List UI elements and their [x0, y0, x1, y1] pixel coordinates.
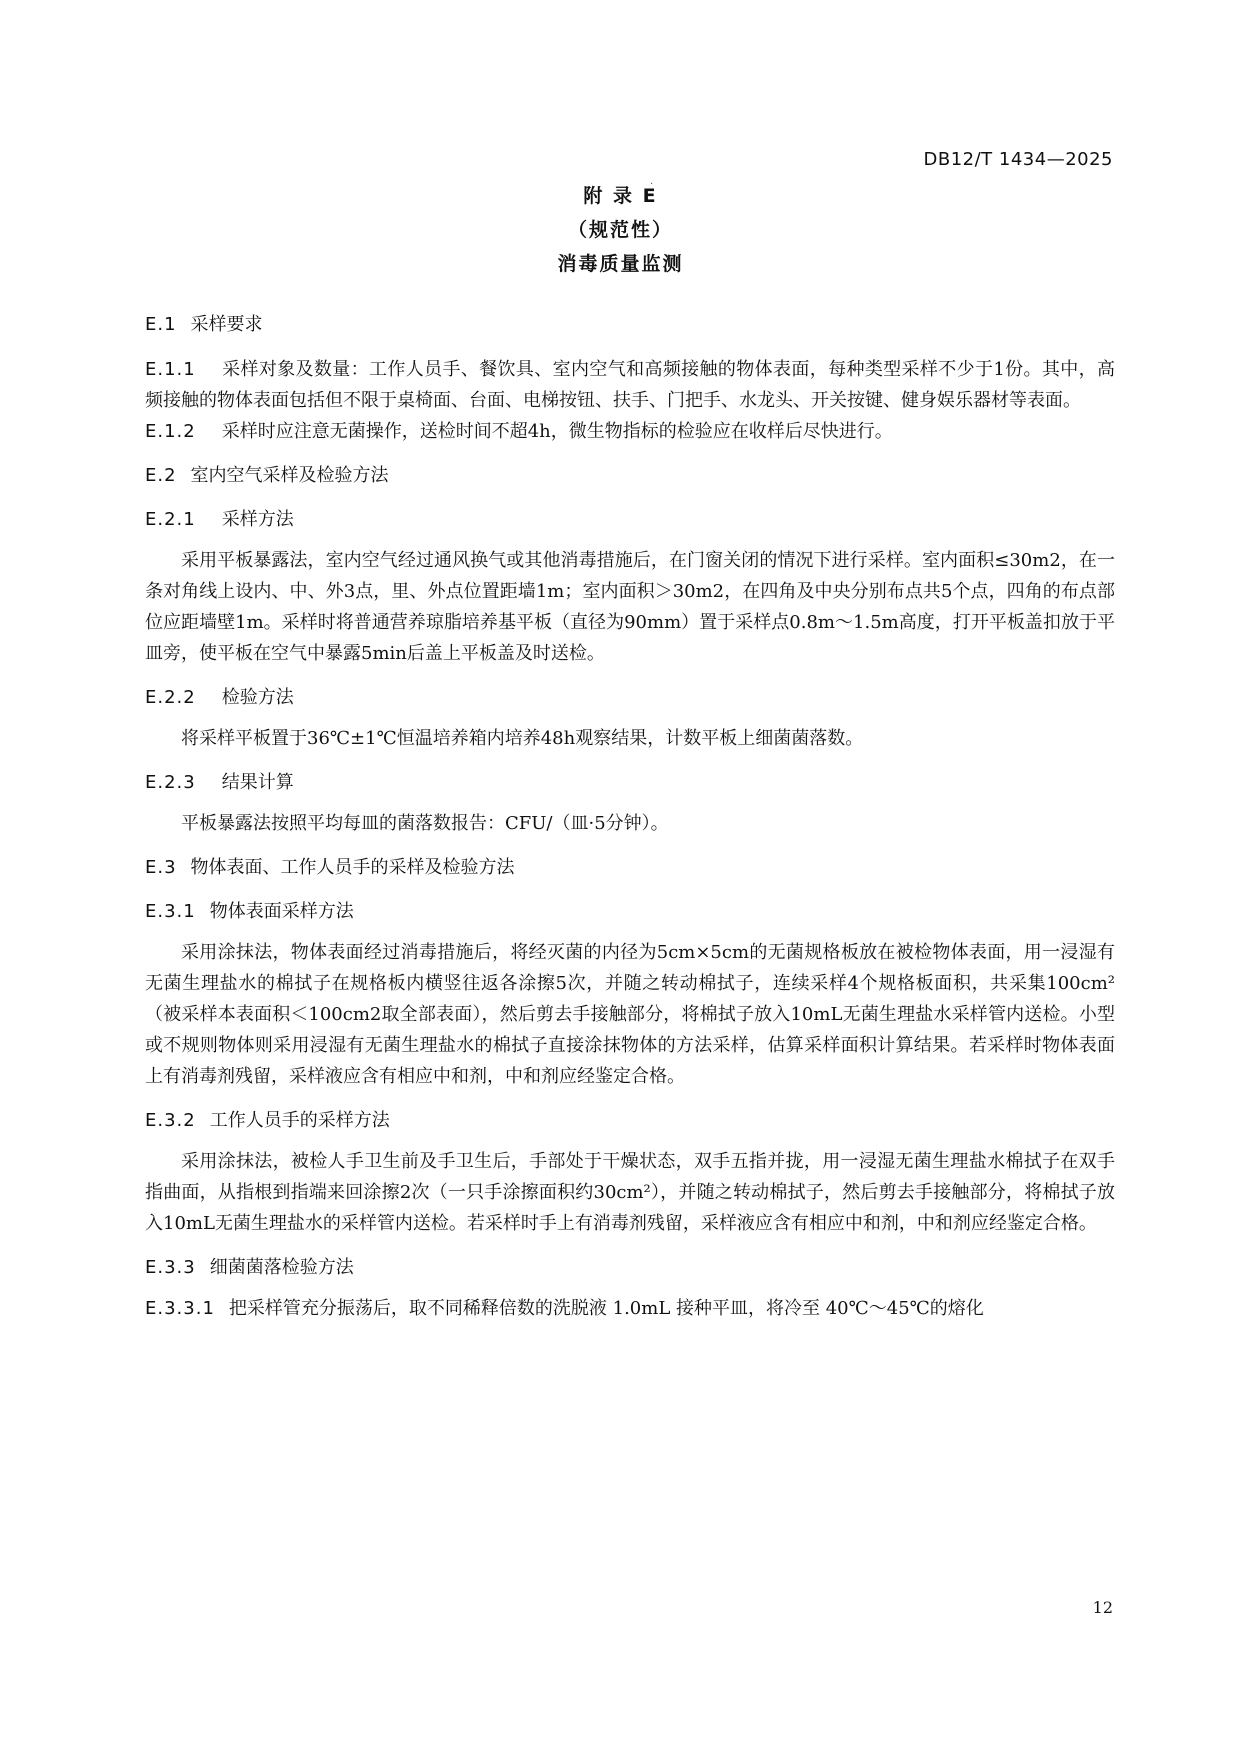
clause-number: E.3.3.1 [145, 1298, 215, 1319]
paragraph-e3-2: 采用涂抹法，被检人手卫生前及手卫生后，手部处于干燥状态，双手五指并拢，用一浸湿无菌生理盐水棉拭子在双手指曲面，从指根到指端来回涂擦2次（一只手涂擦面积约30cm²），并随之转动棉拭子，然后剪去手接触部分，将棉拭子放入10mL无菌生理盐水的采样管内送检。若采样时手上有消毒剂残留，采样液应含有相应中和剂，中和剂应经鉴定合格。 [145, 1151, 1115, 1234]
section-e2-2-heading [145, 683, 1115, 713]
section-title: 采样方法 [221, 509, 294, 530]
section-title: 工作人员手的采样方法 [209, 1110, 390, 1131]
page-number: 12 [1092, 1598, 1113, 1617]
section-number: E.3.2 [145, 1110, 196, 1131]
appendix-label: 附 录 E [583, 185, 658, 207]
section-number: E.1 [145, 314, 177, 335]
section-e3-3-heading [145, 1253, 1115, 1283]
clause-e1-2 [145, 416, 1115, 447]
document-body [145, 310, 1115, 1324]
clause-e1-1 [145, 354, 1115, 416]
section-e2-heading [145, 461, 1115, 491]
clause-number: E.1.1 [145, 359, 196, 380]
section-number: E.3.3 [145, 1257, 196, 1278]
section-number: E.2 [145, 465, 177, 486]
clause-number: E.1.2 [145, 421, 196, 442]
section-title: 检验方法 [221, 687, 294, 708]
clause-e3-3-1 [145, 1293, 1115, 1324]
section-number: E.2.2 [145, 687, 196, 708]
section-title: 采样要求 [190, 314, 263, 335]
appendix-title-block [0, 179, 1241, 281]
section-title: 室内空气采样及检验方法 [190, 465, 389, 486]
header-dot: . [650, 176, 654, 187]
section-number: E.3 [145, 857, 177, 878]
section-title: 物体表面采样方法 [209, 901, 354, 922]
section-e1-heading [145, 310, 1115, 340]
paragraph-e2-2: 将采样平板置于36℃±1℃恒温培养箱内培养48h观察结果，计数平板上细菌菌落数。 [181, 728, 864, 749]
section-e2-1-heading [145, 505, 1115, 535]
paragraph-e2-1: 采用平板暴露法，室内空气经过通风换气或其他消毒措施后，在门窗关闭的情况下进行采样。室内面积≤30m2，在一条对角线上设内、中、外3点，里、外点位置距墙1m；室内面积＞30m2，在四角及中央分别布点共5个点，四角的布点部位应距墙壁1m。采样时将普通营养琼脂培养基平板（直径为90mm）置于采样点0.8m～1.5m高度，打开平板盖扣放于平皿旁，使平板在空气中暴露5min后盖上平板盖及时送检。 [145, 550, 1115, 664]
section-e2-3-heading [145, 768, 1115, 798]
section-title: 结果计算 [221, 772, 294, 793]
section-title: 物体表面、工作人员手的采样及检验方法 [190, 857, 515, 878]
paragraph-e2-3: 平板暴露法按照平均每皿的菌落数报告：CFU/（皿·5分钟）。 [181, 813, 669, 834]
clause-text: 采样时应注意无菌操作，送检时间不超4h，微生物指标的检验应在收样后尽快进行。 [221, 421, 893, 442]
section-e3-1-heading [145, 897, 1115, 927]
clause-text: 采样对象及数量：工作人员手、餐饮具、室内空气和高频接触的物体表面，每种类型采样不少于1份。其中，高频接触的物体表面包括但不限于桌椅面、台面、电梯按钮、扶手、门把手、水龙头、开关按键、健身娱乐器材等表面。 [145, 359, 1115, 411]
standard-code: DB12/T 1434—2025 [923, 149, 1113, 170]
section-e3-2-heading [145, 1106, 1115, 1136]
appendix-nature: （规范性） [567, 219, 673, 241]
clause-text: 把采样管充分振荡后，取不同稀释倍数的洗脱液 1.0mL 接种平皿，将冷至 40℃～45℃的熔化 [228, 1298, 984, 1319]
section-e3-heading [145, 853, 1115, 883]
section-title: 细菌菌落检验方法 [209, 1257, 354, 1278]
appendix-name: 消毒质量监测 [557, 253, 684, 275]
paragraph-e3-1: 采用涂抹法，物体表面经过消毒措施后，将经灭菌的内径为5cm×5cm的无菌规格板放在被检物体表面，用一浸湿有无菌生理盐水的棉拭子在规格板内横竖往返各涂擦5次，并随之转动棉拭子，连续采样4个规格板面积，共采集100cm²（被采样本表面积＜100cm2取全部表面），然后剪去手接触部分，将棉拭子放入10mL无菌生理盐水采样管内送检。小型或不规则物体则采用浸湿有无菌生理盐水的棉拭子直接涂抹物体的方法采样，估算采样面积计算结果。若采样时物体表面上有消毒剂残留，采样液应含有相应中和剂，中和剂应经鉴定合格。 [145, 942, 1115, 1087]
section-number: E.2.3 [145, 772, 196, 793]
section-number: E.2.1 [145, 509, 196, 530]
section-number: E.3.1 [145, 901, 196, 922]
